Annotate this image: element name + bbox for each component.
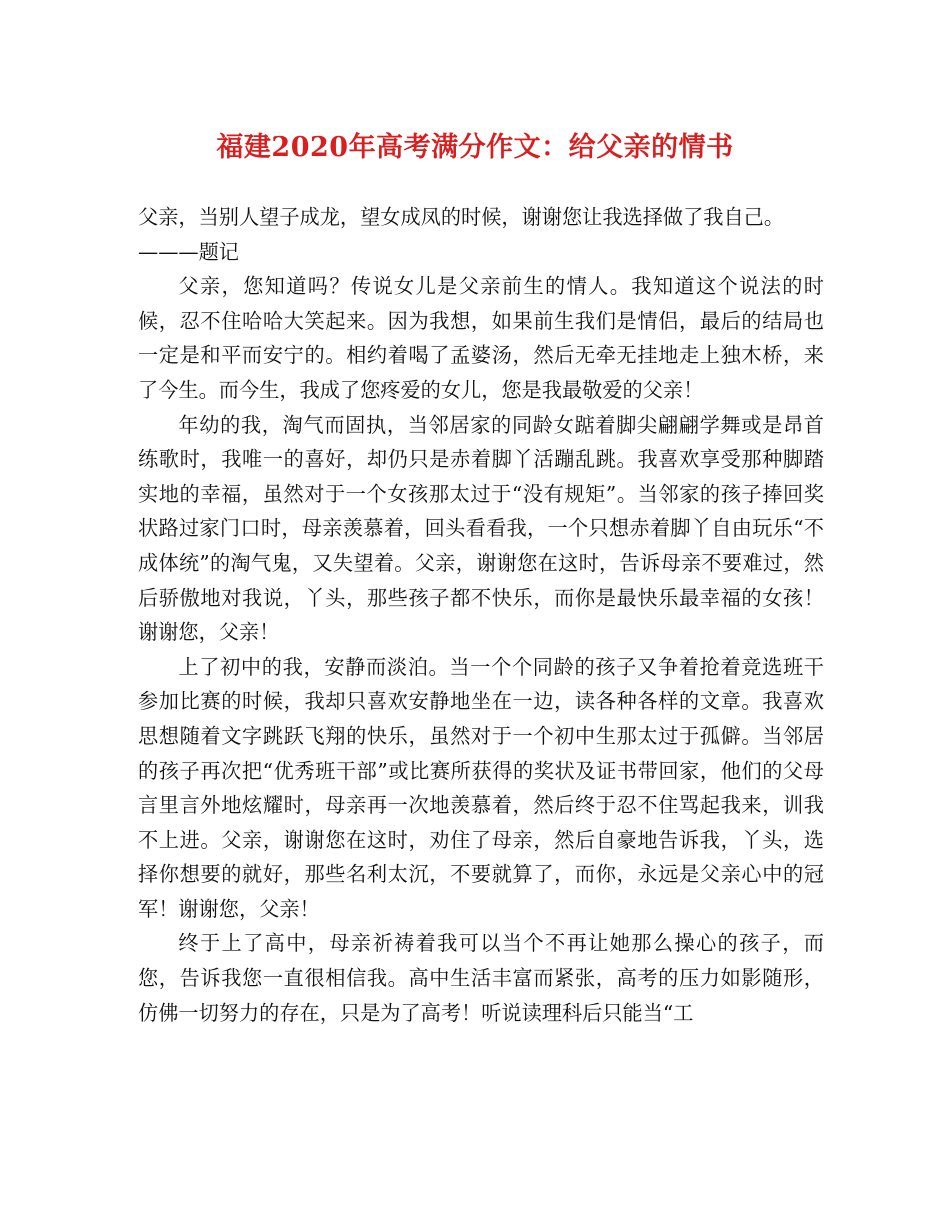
document-title: 福建2020年高考满分作文：给父亲的情书	[216, 132, 734, 163]
epigraph-attribution: ———题记	[138, 239, 239, 264]
epigraph: 父亲，当别人望子成龙，望女成凤的时候，谢谢您让我选择做了我自己。	[138, 205, 785, 229]
paragraph-3: 上了初中的我，安静而淡泊。当一个个同龄的孩子又争着抢着竞选班干参加比赛的时候，我却只喜欢安静地坐在一边，读各种各样的文章。我喜欢思想随着文字跳跃飞翔的快乐，虽然对于一个初中生那太过于孤僻。当邻居的孩子再次把“优秀班干部”或比赛所获得的奖状及证书带回家，他们的父母言里言外地炫耀时，母亲再一次地羡慕着，然后终于忍不住骂起我来，训我不上进。父亲，谢谢您在这时，劝住了母亲，然后自豪地告诉我，丫头，选择你想要的就好，那些名利太沉，不要就算了，而你，永远是父亲心中的冠军！谢谢您，父亲！	[138, 654, 824, 921]
document-body	[138, 200, 824, 1030]
paragraph-1: 父亲，您知道吗？传说女儿是父亲前生的情人。我知道这个说法的时候，忍不住哈哈大笑起来。因为我想，如果前生我们是情侣，最后的结局也一定是和平而安宁的。相约着喝了孟婆汤，然后无牵无挂地走上独木桥，来了今生。而今生，我成了您疼爱的女儿，您是我最敬爱的父亲！	[138, 274, 824, 402]
paragraph-2: 年幼的我，淘气而固执，当邻居家的同龄女踮着脚尖翩翩学舞或是昂首练歌时，我唯一的喜好，却仍只是赤着脚丫活蹦乱跳。我喜欢享受那种脚踏实地的幸福，虽然对于一个女孩那太过于“没有规矩”。当邻家的孩子捧回奖状路过家门口时，母亲羡慕着，回头看看我，一个只想赤着脚丫自由玩乐“不成体统”的淘气鬼，又失望着。父亲，谢谢您在这时，告诉母亲不要难过，然后骄傲地对我说，丫头，那些孩子都不快乐，而你是最快乐最幸福的女孩！谢谢您，父亲！	[138, 412, 824, 645]
paragraph-4: 终于上了高中，母亲祈祷着我可以当个不再让她那么操心的孩子，而您，告诉我您一直很相信我。高中生活丰富而紧张，高考的压力如影随形，仿佛一切努力的存在，只是为了高考！听说读理科后只能当“工	[138, 931, 824, 1025]
